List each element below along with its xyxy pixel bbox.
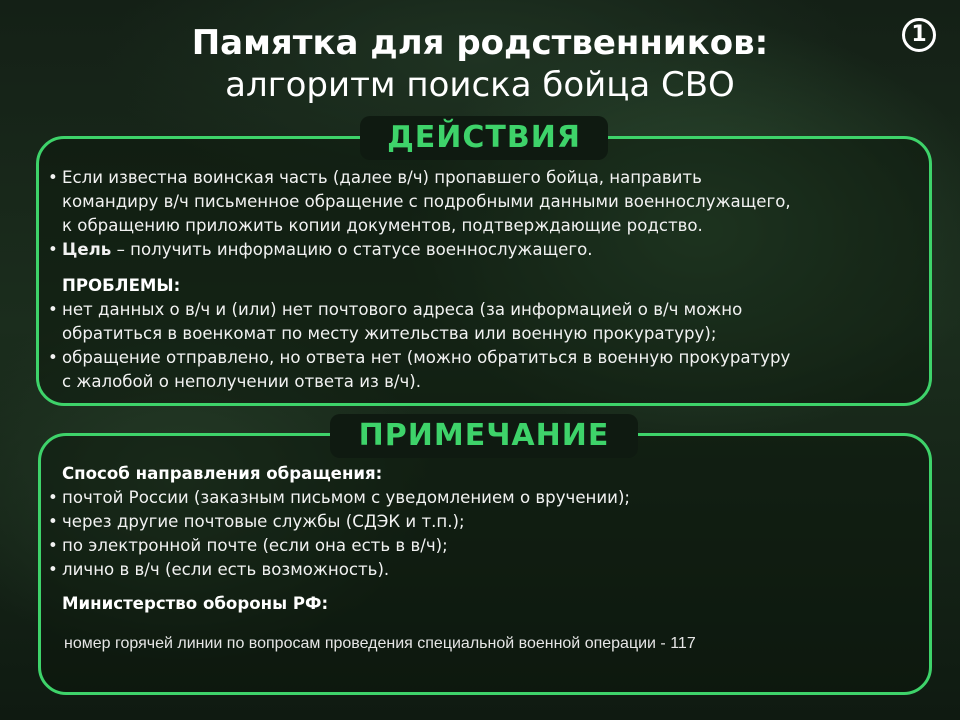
list-item: • лично в в/ч (если есть возможность). bbox=[48, 558, 630, 582]
list-item: • Если известна воинская часть (далее в/ч) пропавшего бойца, направить bbox=[48, 166, 791, 190]
note-content bbox=[48, 462, 630, 616]
bullet-icon: • bbox=[48, 488, 58, 507]
goal-text: – получить информацию о статусе военнослужащего. bbox=[111, 240, 593, 259]
list-item: • почтой России (заказным письмом с уведомлением о вручении); bbox=[48, 486, 630, 510]
problems-content bbox=[48, 274, 790, 394]
bullet-icon: • bbox=[48, 240, 58, 259]
ministry-title: Министерство обороны РФ: bbox=[62, 594, 329, 613]
list-item: • обращение отправлено, но ответа нет (можно обратиться в военную прокуратуру bbox=[48, 346, 790, 370]
list-item: • по электронной почте (если она есть в в/ч); bbox=[48, 534, 630, 558]
bullet-icon: • bbox=[48, 168, 58, 187]
goal-item bbox=[48, 238, 791, 262]
page-number-badge: 1 bbox=[902, 18, 936, 52]
bullet-icon: • bbox=[48, 536, 58, 555]
list-item-continuation: с жалобой о неполучении ответа из в/ч). bbox=[62, 372, 422, 391]
actions-header: ДЕЙСТВИЯ bbox=[360, 116, 608, 160]
bullet-icon: • bbox=[48, 560, 58, 579]
page-title: Памятка для родственников: bbox=[191, 23, 769, 63]
page-subtitle: алгоритм поиска бойца СВО bbox=[225, 65, 735, 105]
bullet-icon: • bbox=[48, 300, 58, 319]
bullet-icon: • bbox=[48, 348, 58, 367]
actions-content bbox=[48, 166, 791, 262]
goal-label: Цель bbox=[62, 240, 112, 259]
title-block bbox=[0, 22, 960, 106]
methods-title: Способ направления обращения: bbox=[62, 464, 383, 483]
hotline-text: номер горячей линии по вопросам проведения специальной военной операции - 117 bbox=[64, 635, 696, 652]
list-item: • нет данных о в/ч и (или) нет почтового адреса (за информацией о в/ч можно bbox=[48, 298, 790, 322]
list-item-continuation: командиру в/ч письменное обращение с подробными данными военнослужащего, bbox=[62, 192, 791, 211]
bullet-icon: • bbox=[48, 512, 58, 531]
note-header: ПРИМЕЧАНИЕ bbox=[330, 414, 638, 458]
list-item-continuation: обратиться в военкомат по месту жительства или военную прокуратуру); bbox=[62, 324, 717, 343]
list-item-continuation: к обращению приложить копии документов, подтверждающие родство. bbox=[62, 216, 703, 235]
list-item: • через другие почтовые службы (СДЭК и т.п.); bbox=[48, 510, 630, 534]
problems-title: ПРОБЛЕМЫ: bbox=[62, 276, 181, 295]
